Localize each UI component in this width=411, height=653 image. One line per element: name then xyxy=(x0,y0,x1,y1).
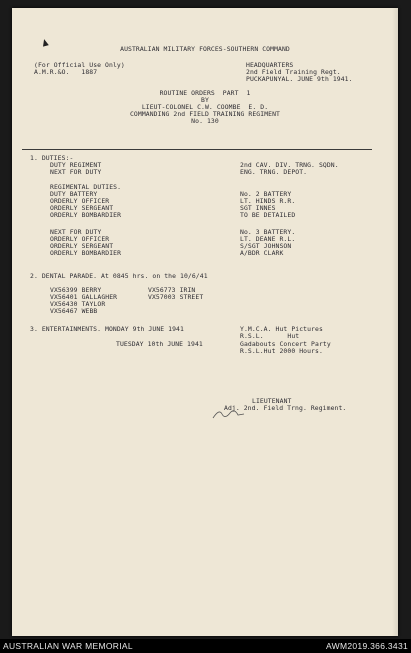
dental-name: VX57003 STREET xyxy=(148,293,204,301)
orders-title: ROUTINE ORDERS PART 1 xyxy=(159,89,251,97)
document-page xyxy=(12,8,398,636)
orderly-bombardier-label: ORDERLY BOMBARDIER xyxy=(50,211,122,219)
entertainment-item: Gadabouts Concert Party xyxy=(240,340,331,348)
orders-by: BY xyxy=(201,96,209,104)
dental-name: VX56430 TAYLOR xyxy=(50,300,106,308)
entertainment-item: Y.M.C.A. Hut Pictures xyxy=(240,325,323,333)
duty-regiment-value: 2nd CAV. DIV. TRNG. SQDN. xyxy=(240,161,339,169)
duty-battery-value: No. 2 BATTERY xyxy=(240,190,292,198)
next-for-duty-value: ENG. TRNG. DEPOT. xyxy=(240,168,308,176)
signatory-title: Adj. 2nd. Field Trng. Regiment. xyxy=(224,404,347,412)
footer-accession: AWM2019.366.3431 xyxy=(326,641,408,651)
orderly-sergeant-label: ORDERLY SERGEANT xyxy=(50,204,114,212)
orderly-sergeant-value: SGT INNES xyxy=(240,204,276,212)
footer-credit: AUSTRALIAN WAR MEMORIAL xyxy=(3,641,133,651)
document-heading: AUSTRALIAN MILITARY FORCES-SOUTHERN COMMAND xyxy=(120,45,290,53)
divider xyxy=(22,149,372,150)
signatory-rank: LIEUTENANT xyxy=(252,397,292,405)
duty-battery-label: DUTY BATTERY xyxy=(50,190,98,198)
entertainment-item: R.S.L.Hut 2000 Hours. xyxy=(240,347,323,355)
regimental-duties-label: REGIMENTAL DUTIES. xyxy=(50,183,122,191)
entertainments-monday: 3. ENTERTAINMENTS. MONDAY 9th JUNE 1941 xyxy=(30,325,184,333)
next-orderly-officer-label: ORDERLY OFFICER xyxy=(50,235,110,243)
commander-name: LIEUT-COLONEL C.W. COOMBE E. D. xyxy=(141,103,269,111)
commander-role: COMMANDING 2nd FIELD TRAINING REGIMENT xyxy=(129,110,280,118)
next-orderly-officer-value: LT. DEANE R.L. xyxy=(240,235,296,243)
duty-regiment-label: DUTY REGIMENT xyxy=(50,161,102,169)
dental-name: VX56773 IRIN xyxy=(148,286,196,294)
amro-number: A.M.R.&O. 1887 xyxy=(34,68,98,76)
next-duty-value: No. 3 BATTERY. xyxy=(240,228,296,236)
next-orderly-sergeant-value: S/SGT JOHNSON xyxy=(240,242,292,250)
duties-heading: 1. DUTIES:- xyxy=(30,154,74,162)
unit-label: 2nd Field Training Regt. xyxy=(246,68,341,76)
next-orderly-bombardier-label: ORDERLY BOMBARDIER xyxy=(50,249,122,257)
entertainments-tuesday: TUESDAY 10th JUNE 1941 xyxy=(116,340,203,348)
dental-name: VX56399 BERRY xyxy=(50,286,102,294)
dental-parade-heading: 2. DENTAL PARADE. At 0845 hrs. on the 10/6/41 xyxy=(30,272,208,280)
next-orderly-sergeant-label: ORDERLY SERGEANT xyxy=(50,242,114,250)
next-duty-label: NEXT FOR DUTY xyxy=(50,228,102,236)
next-for-duty-label: NEXT FOR DUTY xyxy=(50,168,102,176)
footer-bar xyxy=(0,639,411,653)
orderly-bombardier-value: TO BE DETAILED xyxy=(240,211,296,219)
orderly-officer-value: LT. HINDS R.R. xyxy=(240,197,296,205)
place-date: PUCKAPUNYAL. JUNE 9th 1941. xyxy=(246,75,353,83)
next-orderly-bombardier-value: A/BDR CLARK xyxy=(240,249,284,257)
dental-name: VX56467 WEBB xyxy=(50,307,98,315)
orderly-officer-label: ORDERLY OFFICER xyxy=(50,197,110,205)
orders-number: No. 130 xyxy=(191,117,219,125)
hq-label: HEADQUARTERS xyxy=(246,61,294,69)
entertainment-item: R.S.L. Hut xyxy=(240,332,300,340)
official-use-label: (For Official Use Only) xyxy=(34,61,125,69)
dental-name: VX56401 GALLAGHER xyxy=(50,293,118,301)
